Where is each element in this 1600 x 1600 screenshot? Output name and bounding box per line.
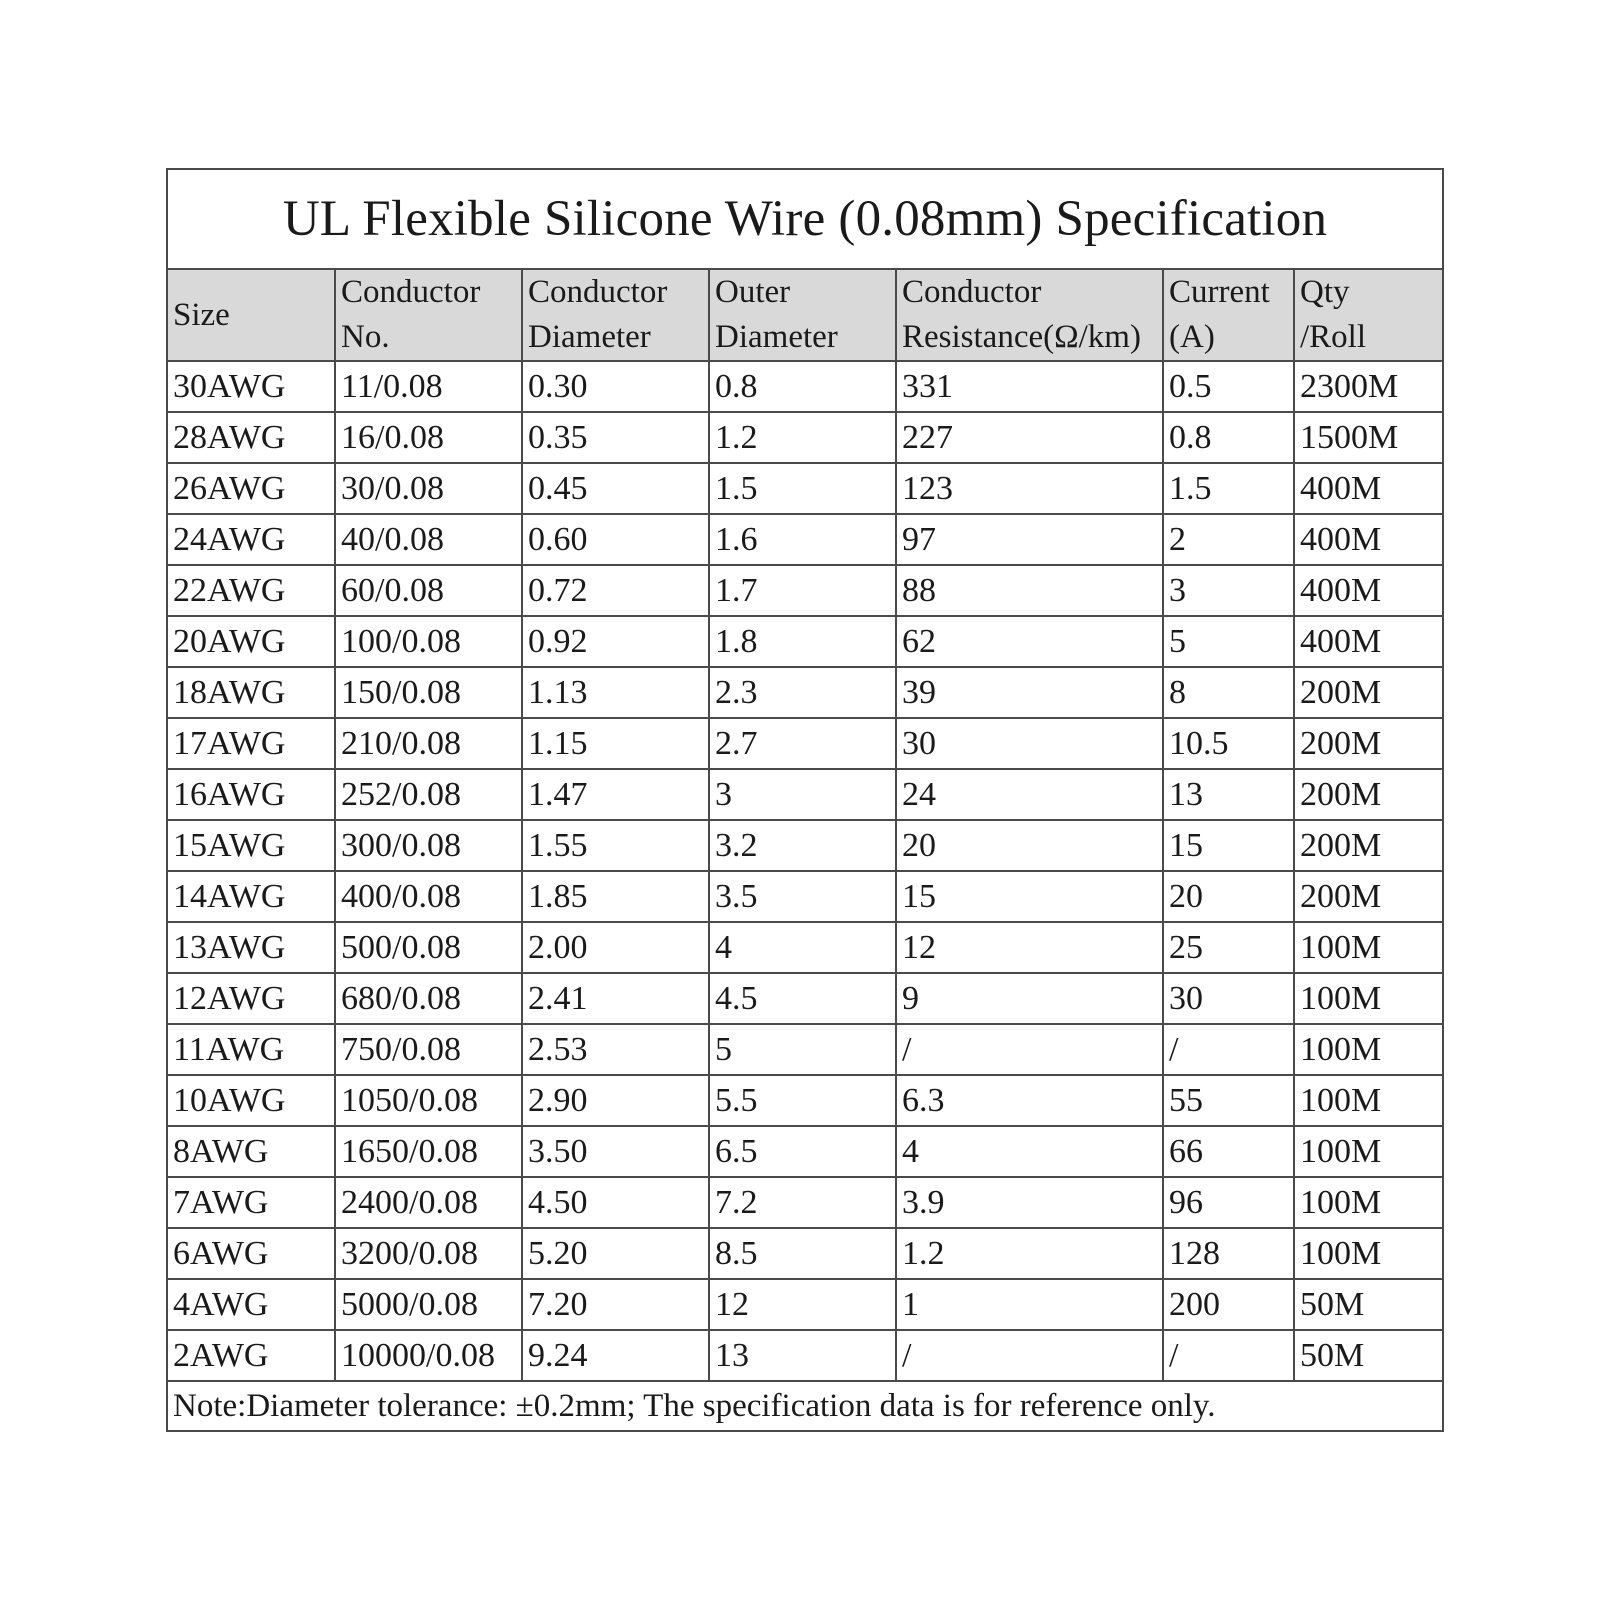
column-header-line2: Resistance(Ω/km) bbox=[902, 319, 1141, 355]
cell-conductor-diameter: 2.41 bbox=[522, 973, 709, 1024]
cell-qty-per-roll: 50M bbox=[1294, 1330, 1443, 1381]
cell-conductor-diameter: 4.50 bbox=[522, 1177, 709, 1228]
cell-size: 10AWG bbox=[167, 1075, 335, 1126]
cell-size: 4AWG bbox=[167, 1279, 335, 1330]
cell-conductor-diameter: 1.15 bbox=[522, 718, 709, 769]
cell-outer-diameter: 1.2 bbox=[709, 412, 896, 463]
cell-qty-per-roll: 200M bbox=[1294, 718, 1443, 769]
cell-size: 7AWG bbox=[167, 1177, 335, 1228]
cell-conductor-no: 1050/0.08 bbox=[335, 1075, 522, 1126]
table-row bbox=[167, 463, 1443, 514]
cell-size: 22AWG bbox=[167, 565, 335, 616]
cell-conductor-resistance: 15 bbox=[896, 871, 1163, 922]
cell-current: 8 bbox=[1163, 667, 1294, 718]
cell-conductor-no: 10000/0.08 bbox=[335, 1330, 522, 1381]
specification-table bbox=[166, 168, 1444, 1432]
cell-outer-diameter: 1.7 bbox=[709, 565, 896, 616]
cell-outer-diameter: 1.6 bbox=[709, 514, 896, 565]
cell-qty-per-roll: 100M bbox=[1294, 1075, 1443, 1126]
cell-current: 66 bbox=[1163, 1126, 1294, 1177]
cell-size: 17AWG bbox=[167, 718, 335, 769]
column-header-line2: /Roll bbox=[1300, 319, 1367, 355]
cell-qty-per-roll: 400M bbox=[1294, 565, 1443, 616]
cell-conductor-no: 300/0.08 bbox=[335, 820, 522, 871]
cell-size: 26AWG bbox=[167, 463, 335, 514]
cell-conductor-no: 5000/0.08 bbox=[335, 1279, 522, 1330]
cell-size: 20AWG bbox=[167, 616, 335, 667]
cell-conductor-resistance: 30 bbox=[896, 718, 1163, 769]
cell-conductor-resistance: 24 bbox=[896, 769, 1163, 820]
cell-current: 200 bbox=[1163, 1279, 1294, 1330]
table-row bbox=[167, 667, 1443, 718]
cell-size: 12AWG bbox=[167, 973, 335, 1024]
cell-size: 16AWG bbox=[167, 769, 335, 820]
column-header-line1: Size bbox=[173, 296, 230, 333]
table-row bbox=[167, 616, 1443, 667]
cell-current: 15 bbox=[1163, 820, 1294, 871]
title-row bbox=[167, 169, 1443, 269]
cell-current: 30 bbox=[1163, 973, 1294, 1024]
cell-outer-diameter: 3 bbox=[709, 769, 896, 820]
column-header-outer-diameter bbox=[709, 269, 896, 361]
cell-size: 13AWG bbox=[167, 922, 335, 973]
cell-current: 10.5 bbox=[1163, 718, 1294, 769]
cell-conductor-no: 30/0.08 bbox=[335, 463, 522, 514]
cell-conductor-diameter: 0.92 bbox=[522, 616, 709, 667]
cell-size: 28AWG bbox=[167, 412, 335, 463]
cell-current: 20 bbox=[1163, 871, 1294, 922]
table-row bbox=[167, 769, 1443, 820]
cell-conductor-diameter: 0.30 bbox=[522, 361, 709, 412]
cell-conductor-resistance: 62 bbox=[896, 616, 1163, 667]
column-header-conductor-diameter bbox=[522, 269, 709, 361]
cell-conductor-diameter: 1.85 bbox=[522, 871, 709, 922]
cell-qty-per-roll: 100M bbox=[1294, 1126, 1443, 1177]
cell-conductor-diameter: 2.00 bbox=[522, 922, 709, 973]
cell-conductor-diameter: 7.20 bbox=[522, 1279, 709, 1330]
cell-conductor-no: 680/0.08 bbox=[335, 973, 522, 1024]
cell-conductor-resistance: 12 bbox=[896, 922, 1163, 973]
cell-conductor-resistance: 97 bbox=[896, 514, 1163, 565]
cell-conductor-resistance: 1.2 bbox=[896, 1228, 1163, 1279]
cell-conductor-diameter: 9.24 bbox=[522, 1330, 709, 1381]
cell-outer-diameter: 3.5 bbox=[709, 871, 896, 922]
cell-conductor-diameter: 1.47 bbox=[522, 769, 709, 820]
column-header-line2: No. bbox=[341, 319, 390, 355]
table-row bbox=[167, 871, 1443, 922]
cell-conductor-no: 3200/0.08 bbox=[335, 1228, 522, 1279]
table-row bbox=[167, 514, 1443, 565]
cell-outer-diameter: 1.5 bbox=[709, 463, 896, 514]
cell-conductor-no: 750/0.08 bbox=[335, 1024, 522, 1075]
cell-outer-diameter: 4 bbox=[709, 922, 896, 973]
cell-outer-diameter: 1.8 bbox=[709, 616, 896, 667]
cell-size: 11AWG bbox=[167, 1024, 335, 1075]
cell-conductor-no: 11/0.08 bbox=[335, 361, 522, 412]
cell-conductor-no: 500/0.08 bbox=[335, 922, 522, 973]
cell-qty-per-roll: 100M bbox=[1294, 973, 1443, 1024]
cell-outer-diameter: 5 bbox=[709, 1024, 896, 1075]
cell-current: 2 bbox=[1163, 514, 1294, 565]
cell-conductor-resistance: 331 bbox=[896, 361, 1163, 412]
cell-current: 55 bbox=[1163, 1075, 1294, 1126]
cell-size: 30AWG bbox=[167, 361, 335, 412]
table-row bbox=[167, 1075, 1443, 1126]
column-header-line1: Conductor bbox=[528, 274, 668, 310]
cell-conductor-diameter: 5.20 bbox=[522, 1228, 709, 1279]
table-row bbox=[167, 1024, 1443, 1075]
cell-outer-diameter: 8.5 bbox=[709, 1228, 896, 1279]
column-header-size bbox=[167, 269, 335, 361]
cell-size: 14AWG bbox=[167, 871, 335, 922]
column-header-line2: Diameter bbox=[715, 319, 838, 355]
table-row bbox=[167, 1228, 1443, 1279]
cell-current: 0.5 bbox=[1163, 361, 1294, 412]
cell-size: 24AWG bbox=[167, 514, 335, 565]
cell-conductor-no: 210/0.08 bbox=[335, 718, 522, 769]
column-header-conductor-resistance bbox=[896, 269, 1163, 361]
cell-outer-diameter: 6.5 bbox=[709, 1126, 896, 1177]
cell-conductor-resistance: / bbox=[896, 1024, 1163, 1075]
cell-conductor-no: 40/0.08 bbox=[335, 514, 522, 565]
cell-conductor-diameter: 0.72 bbox=[522, 565, 709, 616]
cell-outer-diameter: 12 bbox=[709, 1279, 896, 1330]
cell-conductor-diameter: 3.50 bbox=[522, 1126, 709, 1177]
cell-current: 3 bbox=[1163, 565, 1294, 616]
cell-current: 13 bbox=[1163, 769, 1294, 820]
cell-current: 128 bbox=[1163, 1228, 1294, 1279]
cell-current: 25 bbox=[1163, 922, 1294, 973]
note-text: Note:Diameter tolerance: ±0.2mm; The specification data is for reference only. bbox=[167, 1381, 1443, 1431]
table-row bbox=[167, 1279, 1443, 1330]
cell-qty-per-roll: 2300M bbox=[1294, 361, 1443, 412]
cell-outer-diameter: 5.5 bbox=[709, 1075, 896, 1126]
cell-size: 15AWG bbox=[167, 820, 335, 871]
cell-current: 5 bbox=[1163, 616, 1294, 667]
cell-qty-per-roll: 400M bbox=[1294, 514, 1443, 565]
cell-conductor-diameter: 0.60 bbox=[522, 514, 709, 565]
cell-conductor-no: 400/0.08 bbox=[335, 871, 522, 922]
cell-outer-diameter: 4.5 bbox=[709, 973, 896, 1024]
cell-qty-per-roll: 200M bbox=[1294, 667, 1443, 718]
cell-conductor-diameter: 1.13 bbox=[522, 667, 709, 718]
cell-qty-per-roll: 100M bbox=[1294, 922, 1443, 973]
cell-size: 6AWG bbox=[167, 1228, 335, 1279]
column-header-line1: Qty bbox=[1300, 274, 1350, 310]
cell-current: / bbox=[1163, 1024, 1294, 1075]
cell-conductor-resistance: 4 bbox=[896, 1126, 1163, 1177]
table-row bbox=[167, 820, 1443, 871]
cell-conductor-diameter: 1.55 bbox=[522, 820, 709, 871]
cell-conductor-resistance: 88 bbox=[896, 565, 1163, 616]
table-title: UL Flexible Silicone Wire (0.08mm) Specification bbox=[167, 169, 1443, 269]
cell-conductor-resistance: 9 bbox=[896, 973, 1163, 1024]
cell-conductor-resistance: 20 bbox=[896, 820, 1163, 871]
cell-current: / bbox=[1163, 1330, 1294, 1381]
cell-conductor-resistance: 227 bbox=[896, 412, 1163, 463]
table-row bbox=[167, 922, 1443, 973]
table-row bbox=[167, 718, 1443, 769]
cell-current: 1.5 bbox=[1163, 463, 1294, 514]
cell-outer-diameter: 13 bbox=[709, 1330, 896, 1381]
cell-outer-diameter: 3.2 bbox=[709, 820, 896, 871]
cell-conductor-diameter: 0.35 bbox=[522, 412, 709, 463]
column-header-line1: Conductor bbox=[902, 274, 1042, 310]
cell-current: 96 bbox=[1163, 1177, 1294, 1228]
table-row bbox=[167, 412, 1443, 463]
cell-qty-per-roll: 200M bbox=[1294, 871, 1443, 922]
column-header-line1: Outer bbox=[715, 274, 791, 310]
cell-outer-diameter: 7.2 bbox=[709, 1177, 896, 1228]
table-row bbox=[167, 973, 1443, 1024]
cell-conductor-no: 1650/0.08 bbox=[335, 1126, 522, 1177]
cell-size: 2AWG bbox=[167, 1330, 335, 1381]
column-header-line1: Current bbox=[1169, 274, 1270, 310]
cell-qty-per-roll: 200M bbox=[1294, 820, 1443, 871]
table-row bbox=[167, 361, 1443, 412]
cell-size: 8AWG bbox=[167, 1126, 335, 1177]
cell-qty-per-roll: 200M bbox=[1294, 769, 1443, 820]
cell-outer-diameter: 0.8 bbox=[709, 361, 896, 412]
cell-conductor-diameter: 0.45 bbox=[522, 463, 709, 514]
cell-conductor-no: 100/0.08 bbox=[335, 616, 522, 667]
table-row bbox=[167, 565, 1443, 616]
cell-conductor-no: 16/0.08 bbox=[335, 412, 522, 463]
table-row bbox=[167, 1126, 1443, 1177]
column-header-current bbox=[1163, 269, 1294, 361]
cell-conductor-resistance: 1 bbox=[896, 1279, 1163, 1330]
table-row bbox=[167, 1330, 1443, 1381]
cell-outer-diameter: 2.7 bbox=[709, 718, 896, 769]
cell-qty-per-roll: 400M bbox=[1294, 463, 1443, 514]
note-row bbox=[167, 1381, 1443, 1431]
cell-conductor-resistance: / bbox=[896, 1330, 1163, 1381]
cell-conductor-resistance: 6.3 bbox=[896, 1075, 1163, 1126]
cell-qty-per-roll: 100M bbox=[1294, 1024, 1443, 1075]
cell-qty-per-roll: 50M bbox=[1294, 1279, 1443, 1330]
cell-size: 18AWG bbox=[167, 667, 335, 718]
cell-qty-per-roll: 400M bbox=[1294, 616, 1443, 667]
cell-conductor-no: 150/0.08 bbox=[335, 667, 522, 718]
cell-conductor-no: 60/0.08 bbox=[335, 565, 522, 616]
cell-conductor-resistance: 123 bbox=[896, 463, 1163, 514]
cell-conductor-diameter: 2.53 bbox=[522, 1024, 709, 1075]
cell-conductor-resistance: 39 bbox=[896, 667, 1163, 718]
cell-qty-per-roll: 100M bbox=[1294, 1228, 1443, 1279]
column-header-line1: Conductor bbox=[341, 274, 481, 310]
cell-conductor-no: 2400/0.08 bbox=[335, 1177, 522, 1228]
cell-conductor-resistance: 3.9 bbox=[896, 1177, 1163, 1228]
cell-outer-diameter: 2.3 bbox=[709, 667, 896, 718]
column-header-conductor-no bbox=[335, 269, 522, 361]
cell-conductor-diameter: 2.90 bbox=[522, 1075, 709, 1126]
cell-qty-per-roll: 100M bbox=[1294, 1177, 1443, 1228]
cell-current: 0.8 bbox=[1163, 412, 1294, 463]
table-body bbox=[167, 361, 1443, 1381]
cell-qty-per-roll: 1500M bbox=[1294, 412, 1443, 463]
cell-conductor-no: 252/0.08 bbox=[335, 769, 522, 820]
table-row bbox=[167, 1177, 1443, 1228]
column-header-line2: (A) bbox=[1169, 319, 1215, 355]
header-row bbox=[167, 269, 1443, 361]
column-header-line2: Diameter bbox=[528, 319, 651, 355]
column-header-qty-per-roll bbox=[1294, 269, 1443, 361]
